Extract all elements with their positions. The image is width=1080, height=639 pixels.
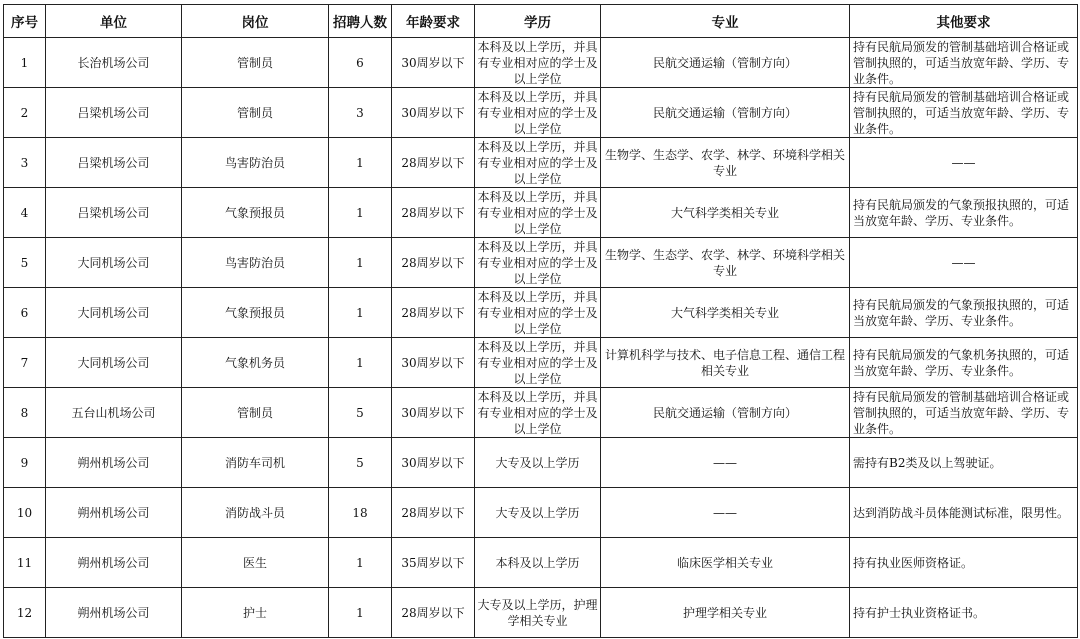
cell-age: 30周岁以下 — [392, 338, 475, 388]
cell-position: 医生 — [182, 538, 329, 588]
cell-age: 28周岁以下 — [392, 288, 475, 338]
cell-seq: 8 — [4, 388, 46, 438]
header-seq: 序号 — [4, 5, 46, 38]
table-row — [4, 88, 1078, 138]
cell-education: 本科及以上学历，并具有专业相对应的学士及以上学位 — [475, 388, 601, 438]
cell-unit: 五台山机场公司 — [46, 388, 182, 438]
cell-major: 大气科学类相关专业 — [601, 188, 850, 238]
cell-seq: 7 — [4, 338, 46, 388]
cell-other: 持有民航局颁发的管制基础培训合格证或管制执照的，可适当放宽年龄、学历、专业条件。 — [850, 88, 1078, 138]
cell-count: 1 — [329, 588, 392, 638]
cell-education: 本科及以上学历，并具有专业相对应的学士及以上学位 — [475, 88, 601, 138]
cell-major: —— — [601, 488, 850, 538]
cell-seq: 3 — [4, 138, 46, 188]
header-unit: 单位 — [46, 5, 182, 38]
cell-education: 大专及以上学历 — [475, 488, 601, 538]
cell-unit: 大同机场公司 — [46, 288, 182, 338]
cell-other: —— — [850, 238, 1078, 288]
cell-major: 生物学、生态学、农学、林学、环境科学相关专业 — [601, 138, 850, 188]
header-education: 学历 — [475, 5, 601, 38]
cell-other: 持有护士执业资格证书。 — [850, 588, 1078, 638]
cell-major: —— — [601, 438, 850, 488]
cell-unit: 朔州机场公司 — [46, 588, 182, 638]
cell-position: 鸟害防治员 — [182, 138, 329, 188]
cell-other: 持有民航局颁发的气象机务执照的，可适当放宽年龄、学历、专业条件。 — [850, 338, 1078, 388]
recruitment-table — [3, 4, 1078, 638]
cell-education: 本科及以上学历，并具有专业相对应的学士及以上学位 — [475, 38, 601, 88]
cell-position: 管制员 — [182, 388, 329, 438]
cell-count: 5 — [329, 388, 392, 438]
cell-age: 30周岁以下 — [392, 438, 475, 488]
cell-count: 1 — [329, 538, 392, 588]
cell-position: 气象预报员 — [182, 188, 329, 238]
cell-age: 30周岁以下 — [392, 388, 475, 438]
cell-seq: 10 — [4, 488, 46, 538]
cell-seq: 1 — [4, 38, 46, 88]
cell-seq: 2 — [4, 88, 46, 138]
cell-unit: 朔州机场公司 — [46, 438, 182, 488]
header-position: 岗位 — [182, 5, 329, 38]
cell-age: 28周岁以下 — [392, 238, 475, 288]
cell-count: 1 — [329, 138, 392, 188]
cell-other: 持有民航局颁发的管制基础培训合格证或管制执照的，可适当放宽年龄、学历、专业条件。 — [850, 38, 1078, 88]
cell-seq: 5 — [4, 238, 46, 288]
cell-position: 管制员 — [182, 88, 329, 138]
cell-age: 35周岁以下 — [392, 538, 475, 588]
cell-education: 本科及以上学历，并具有专业相对应的学士及以上学位 — [475, 138, 601, 188]
cell-position: 气象机务员 — [182, 338, 329, 388]
header-major: 专业 — [601, 5, 850, 38]
cell-count: 1 — [329, 338, 392, 388]
cell-position: 消防战斗员 — [182, 488, 329, 538]
cell-seq: 4 — [4, 188, 46, 238]
cell-unit: 大同机场公司 — [46, 338, 182, 388]
cell-count: 18 — [329, 488, 392, 538]
cell-seq: 9 — [4, 438, 46, 488]
header-count: 招聘人数 — [329, 5, 392, 38]
cell-unit: 吕梁机场公司 — [46, 138, 182, 188]
table-row — [4, 288, 1078, 338]
cell-count: 3 — [329, 88, 392, 138]
cell-other: 需持有B2类及以上驾驶证。 — [850, 438, 1078, 488]
cell-major: 护理学相关专业 — [601, 588, 850, 638]
cell-count: 1 — [329, 188, 392, 238]
cell-major: 民航交通运输（管制方向） — [601, 388, 850, 438]
table-row — [4, 338, 1078, 388]
cell-seq: 6 — [4, 288, 46, 338]
table-row — [4, 388, 1078, 438]
table-row — [4, 138, 1078, 188]
cell-other: 达到消防战斗员体能测试标准，限男性。 — [850, 488, 1078, 538]
cell-education: 本科及以上学历，并具有专业相对应的学士及以上学位 — [475, 338, 601, 388]
cell-age: 28周岁以下 — [392, 188, 475, 238]
table-row — [4, 238, 1078, 288]
cell-other: 持有执业医师资格证。 — [850, 538, 1078, 588]
cell-education: 本科及以上学历 — [475, 538, 601, 588]
cell-major: 计算机科学与技术、电子信息工程、通信工程相关专业 — [601, 338, 850, 388]
cell-unit: 朔州机场公司 — [46, 538, 182, 588]
cell-count: 5 — [329, 438, 392, 488]
cell-position: 气象预报员 — [182, 288, 329, 338]
cell-other: 持有民航局颁发的管制基础培训合格证或管制执照的，可适当放宽年龄、学历、专业条件。 — [850, 388, 1078, 438]
cell-position: 消防车司机 — [182, 438, 329, 488]
cell-count: 1 — [329, 238, 392, 288]
cell-position: 管制员 — [182, 38, 329, 88]
cell-unit: 朔州机场公司 — [46, 488, 182, 538]
header-age: 年龄要求 — [392, 5, 475, 38]
cell-count: 1 — [329, 288, 392, 338]
table-row — [4, 188, 1078, 238]
table-row — [4, 38, 1078, 88]
cell-education: 本科及以上学历，并具有专业相对应的学士及以上学位 — [475, 238, 601, 288]
table-row — [4, 438, 1078, 488]
table-row — [4, 488, 1078, 538]
cell-major: 临床医学相关专业 — [601, 538, 850, 588]
cell-unit: 吕梁机场公司 — [46, 88, 182, 138]
cell-other: 持有民航局颁发的气象预报执照的，可适当放宽年龄、学历、专业条件。 — [850, 188, 1078, 238]
cell-major: 民航交通运输（管制方向） — [601, 88, 850, 138]
cell-age: 30周岁以下 — [392, 88, 475, 138]
cell-position: 鸟害防治员 — [182, 238, 329, 288]
cell-education: 本科及以上学历，并具有专业相对应的学士及以上学位 — [475, 188, 601, 238]
cell-other: —— — [850, 138, 1078, 188]
cell-seq: 11 — [4, 538, 46, 588]
cell-education: 本科及以上学历，并具有专业相对应的学士及以上学位 — [475, 288, 601, 338]
cell-age: 28周岁以下 — [392, 588, 475, 638]
header-row — [4, 5, 1078, 38]
table-row — [4, 538, 1078, 588]
cell-major: 大气科学类相关专业 — [601, 288, 850, 338]
cell-age: 30周岁以下 — [392, 38, 475, 88]
header-other: 其他要求 — [850, 5, 1078, 38]
cell-unit: 长治机场公司 — [46, 38, 182, 88]
cell-seq: 12 — [4, 588, 46, 638]
cell-unit: 大同机场公司 — [46, 238, 182, 288]
table-row — [4, 588, 1078, 638]
cell-major: 生物学、生态学、农学、林学、环境科学相关专业 — [601, 238, 850, 288]
cell-age: 28周岁以下 — [392, 488, 475, 538]
cell-position: 护士 — [182, 588, 329, 638]
cell-major: 民航交通运输（管制方向） — [601, 38, 850, 88]
cell-education: 大专及以上学历 — [475, 438, 601, 488]
cell-other: 持有民航局颁发的气象预报执照的，可适当放宽年龄、学历、专业条件。 — [850, 288, 1078, 338]
cell-count: 6 — [329, 38, 392, 88]
cell-unit: 吕梁机场公司 — [46, 188, 182, 238]
cell-education: 大专及以上学历，护理学相关专业 — [475, 588, 601, 638]
cell-age: 28周岁以下 — [392, 138, 475, 188]
